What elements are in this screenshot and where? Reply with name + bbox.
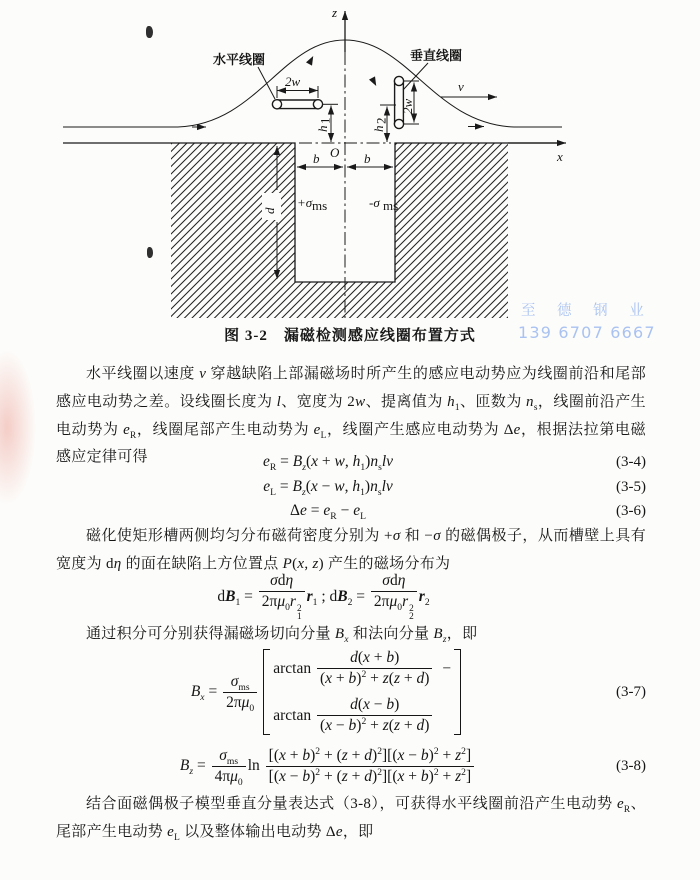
flux-arrowhead <box>369 76 379 87</box>
hatched-material <box>63 143 560 318</box>
vertical-coil-label: 垂直线圈 <box>410 48 463 63</box>
equation-body: $e_L = B_z(x - w$, $h_1)n_slv$ <box>263 478 393 499</box>
origin-label: O <box>330 145 340 160</box>
b-left-label: b <box>313 151 320 166</box>
paragraph-3: 通过积分可分别获得漏磁场切向分量 $B_x$ 和法向分量 $B_z$，即 <box>86 626 478 645</box>
flux-arrowhead <box>306 54 316 65</box>
horizontal-coil-leader <box>258 67 275 99</box>
paragraph-1: 水平线圈以速度 v 穿越缺陷上部漏磁场时所产生的感应电动势应为线圈前沿和尾部感应电动势之差。设线圈长度为 l、宽度为 2w、提离值为 $h_1$、匝数为 $n_s$，线圈前沿产生电动势为 $e_R$，线圈尾部产生电动势为 $e_L$，线圈产生感应电动势为 Δe，根据法拉第电磁感应定律可得 <box>56 366 646 466</box>
equation-dipole-field <box>56 571 646 623</box>
equation-body: $\Delta e = e_R - e_L$ <box>290 502 366 523</box>
figure-leakage-coil-diagram <box>0 0 700 322</box>
equation-3-8 <box>56 739 646 793</box>
paragraph-4: 结合面磁偶极子模型垂直分量表达式（3-8），可获得水平线圈前沿产生电动势 $e_R$、尾部产生电动势 $e_L$ 以及整体输出电动势 Δe，即 <box>56 796 646 843</box>
equation-body: $B_x$ = $\frac{\sigma_{ms}}{2\pi\mu_0}$ arctan $\frac{d(x + b)}{(x + b)^2 + z(z + d)}$ − arctan $\frac{d(x - b)}{(x - b)^2 + z(z + d)}$ <box>56 649 600 735</box>
x-axis-label: x <box>557 149 563 164</box>
paragraph-2: 磁化使矩形槽两侧均匀分布磁荷密度分别为 +σ 和 −σ 的磁偶极子，从而槽壁上具有宽度为 dη 的面在缺陷上方位置点 P(x, z) 产生的磁场分布为 <box>56 528 646 572</box>
magnetic-charge-labels <box>297 195 398 213</box>
leakage-field-curve <box>63 40 562 127</box>
equation-3-7 <box>56 645 646 739</box>
scan-smudge <box>0 350 36 505</box>
scan-speck <box>147 247 153 258</box>
equation-number: (3-4) <box>616 453 646 470</box>
charge-negative-label: -σ <box>369 195 380 210</box>
liftoff-h1-dim <box>315 104 338 142</box>
z-axis-label: z <box>332 5 338 20</box>
watermark-phone: 139 6707 6667 <box>518 323 656 342</box>
equation-body: $B_z$ = $\frac{\sigma_{ms}}{4\pi\mu_0}$ ln $\frac{[(x + b)^2 + (z + d)^2][(x - b)^2 + z^2]}{[(x - b)^2 + (z + d)^2][(x + b)^2 + z^2]}$ <box>56 747 600 786</box>
h2-label: h <box>371 125 386 132</box>
coil-width-label: 2w <box>285 74 301 89</box>
horizontal-coil-label: 水平线圈 <box>213 52 266 67</box>
equation-body: $e_R = B_z(x + w$, $h_1)n_slv$ <box>262 453 394 474</box>
h2-sub: 2 <box>373 117 389 124</box>
equation-3-5 <box>56 474 646 500</box>
horizontal-coil-width-dim <box>277 74 318 98</box>
equation-number: (3-7) <box>616 683 646 700</box>
h1-label: h <box>315 125 330 132</box>
velocity-label: v <box>458 79 464 94</box>
scan-speck <box>146 26 153 38</box>
horizontal-coil <box>272 100 322 109</box>
charge-positive-label: +σ <box>297 195 313 210</box>
coil-width-label-vertical: 2w <box>400 98 415 114</box>
equation-body: $dB_1$ = σdη $2\pi\mu_0r$ 2 1 $r_1$ ; $dB_2$ = σdη $2\pi\mu_0r$ 2 2 $r_2$ <box>217 571 430 623</box>
equation-number: (3-8) <box>616 757 646 774</box>
equation-number: (3-6) <box>616 502 646 519</box>
figure-caption: 图 3-2 漏磁检测感应线圈布置方式 <box>224 328 476 344</box>
charge-negative-sub: ms <box>383 198 399 213</box>
d-label-backing <box>262 193 281 220</box>
velocity-arrow <box>441 79 497 97</box>
vertical-coil-leader <box>403 63 428 90</box>
b-right-label: b <box>364 151 371 166</box>
d-label: d <box>262 207 277 214</box>
equation-3-6 <box>56 498 646 524</box>
equation-3-4 <box>56 449 646 475</box>
liftoff-h2-dim <box>371 105 396 142</box>
h1-sub: 1 <box>317 117 333 124</box>
watermark-company: 至 德 钢 业 <box>520 303 653 319</box>
equation-number: (3-5) <box>616 478 646 495</box>
charge-positive-sub: ms <box>312 198 328 213</box>
